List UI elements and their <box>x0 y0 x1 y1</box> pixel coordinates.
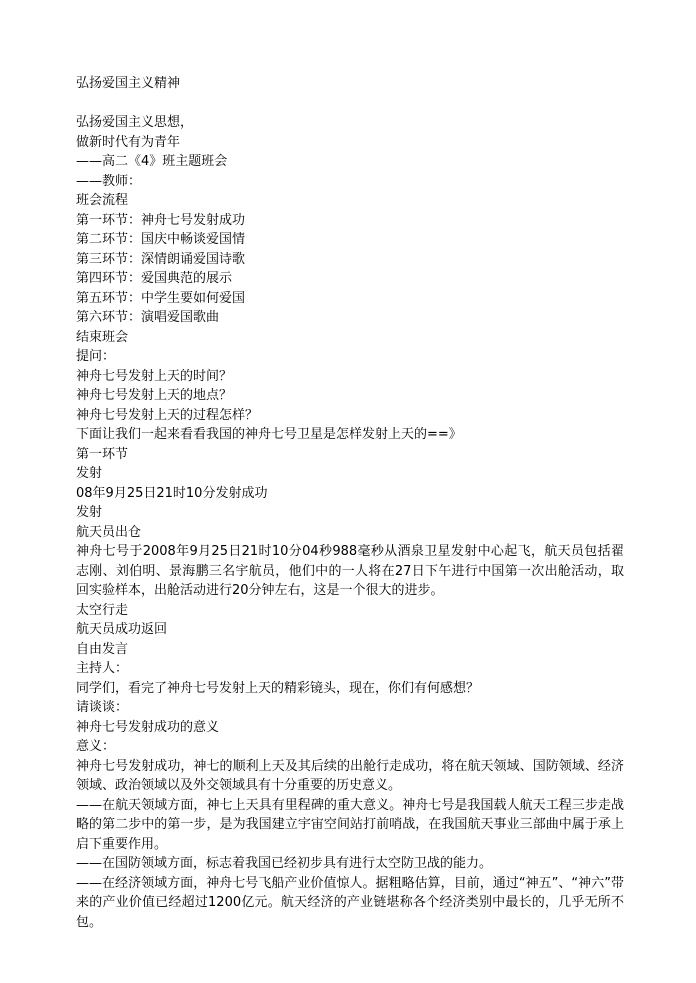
document-title: 弘扬爱国主义精神 <box>76 76 181 91</box>
paragraph: ——在经济领域方面，神舟七号飞船产业价值惊人。据粗略估算，目前，通过“神五”、“神六”带来的产业价值已经超过1200亿元。航天经济的产业链堪称各个经济类别中最长的，几乎无所不包。 <box>76 875 624 930</box>
text-line: 结束班会 <box>76 329 129 345</box>
question-line: 神舟七号发射上天的地点？ <box>76 388 233 403</box>
document-body <box>76 113 624 932</box>
text-line: 意义： <box>76 739 116 754</box>
text-line: 同学们，看完了神舟七号发射上天的精彩镜头，现在，你们有何感想？ <box>76 680 480 696</box>
agenda-item: 第二环节：国庆中畅谈爱国情 <box>76 232 246 247</box>
text-line: 做新时代有为青年 <box>76 134 181 150</box>
text-line: 自由发言 <box>76 641 129 657</box>
text-line: 航天员成功返回 <box>76 622 168 637</box>
text-line: 提问： <box>76 349 116 364</box>
section-heading: 第一环节 <box>76 446 129 462</box>
agenda-item: 第三环节：深情朗诵爱国诗歌 <box>76 251 246 267</box>
text-line: ——高二《4》班主题班会 <box>76 154 228 169</box>
text-line: 请谈谈： <box>76 700 129 715</box>
text-line: 发射 <box>76 505 103 520</box>
text-line: 主持人： <box>76 661 129 676</box>
agenda-item: 第五环节：中学生要如何爱国 <box>76 290 246 306</box>
text-line: ——教师： <box>76 173 142 189</box>
text-line: 发射 <box>76 466 103 481</box>
text-line: 太空行走 <box>76 602 129 618</box>
agenda-item: 第六环节：演唱爱国歌曲 <box>76 310 220 325</box>
text-line: 下面让我们一起来看看我国的神舟七号卫星是怎样发射上天的==》 <box>76 427 462 442</box>
paragraph: 神舟七号发射成功，神七的顺利上天及其后续的出舱行走成功，将在航天领域、国防领域、经济领域、政治领域以及外交领域具有十分重要的历史意义。 <box>76 758 624 793</box>
agenda-item: 第一环节：神舟七号发射成功 <box>76 212 246 228</box>
text-line: 神舟七号发射成功的意义 <box>76 719 220 735</box>
paragraph: ——在航天领域方面，神七上天具有里程碑的重大意义。神舟七号是我国载人航天工程三步走战略的第二步中的第一步，是为我国建立宇宙空间站打前哨战，在我国航天事业三部曲中属于承上启下重要作用。 <box>76 797 624 852</box>
section-heading: 班会流程 <box>76 193 129 208</box>
paragraph: ——在国防领域方面，标志着我国已经初步具有进行太空防卫战的能力。 <box>76 856 493 871</box>
question-line: 神舟七号发射上天的时间？ <box>76 368 233 384</box>
question-line: 神舟七号发射上天的过程怎样？ <box>76 407 259 423</box>
paragraph: 神舟七号于2008年9月25日21时10分04秒988毫秒从酒泉卫星发射中心起飞，航天员包括翟志刚、刘伯明、景海鹏三名宇航员，他们中的一人将在27日下午进行中国第一次出舱活动，取回实验样本，出舱活动进行20分钟左右，这是一个很大的进步。 <box>76 544 624 598</box>
text-line: 航天员出仓 <box>76 524 142 540</box>
agenda-item: 第四环节：爱国典范的展示 <box>76 271 233 286</box>
text-line: 弘扬爱国主义思想， <box>76 115 194 130</box>
text-line: 08年9月25日21时10分发射成功 <box>76 485 268 501</box>
